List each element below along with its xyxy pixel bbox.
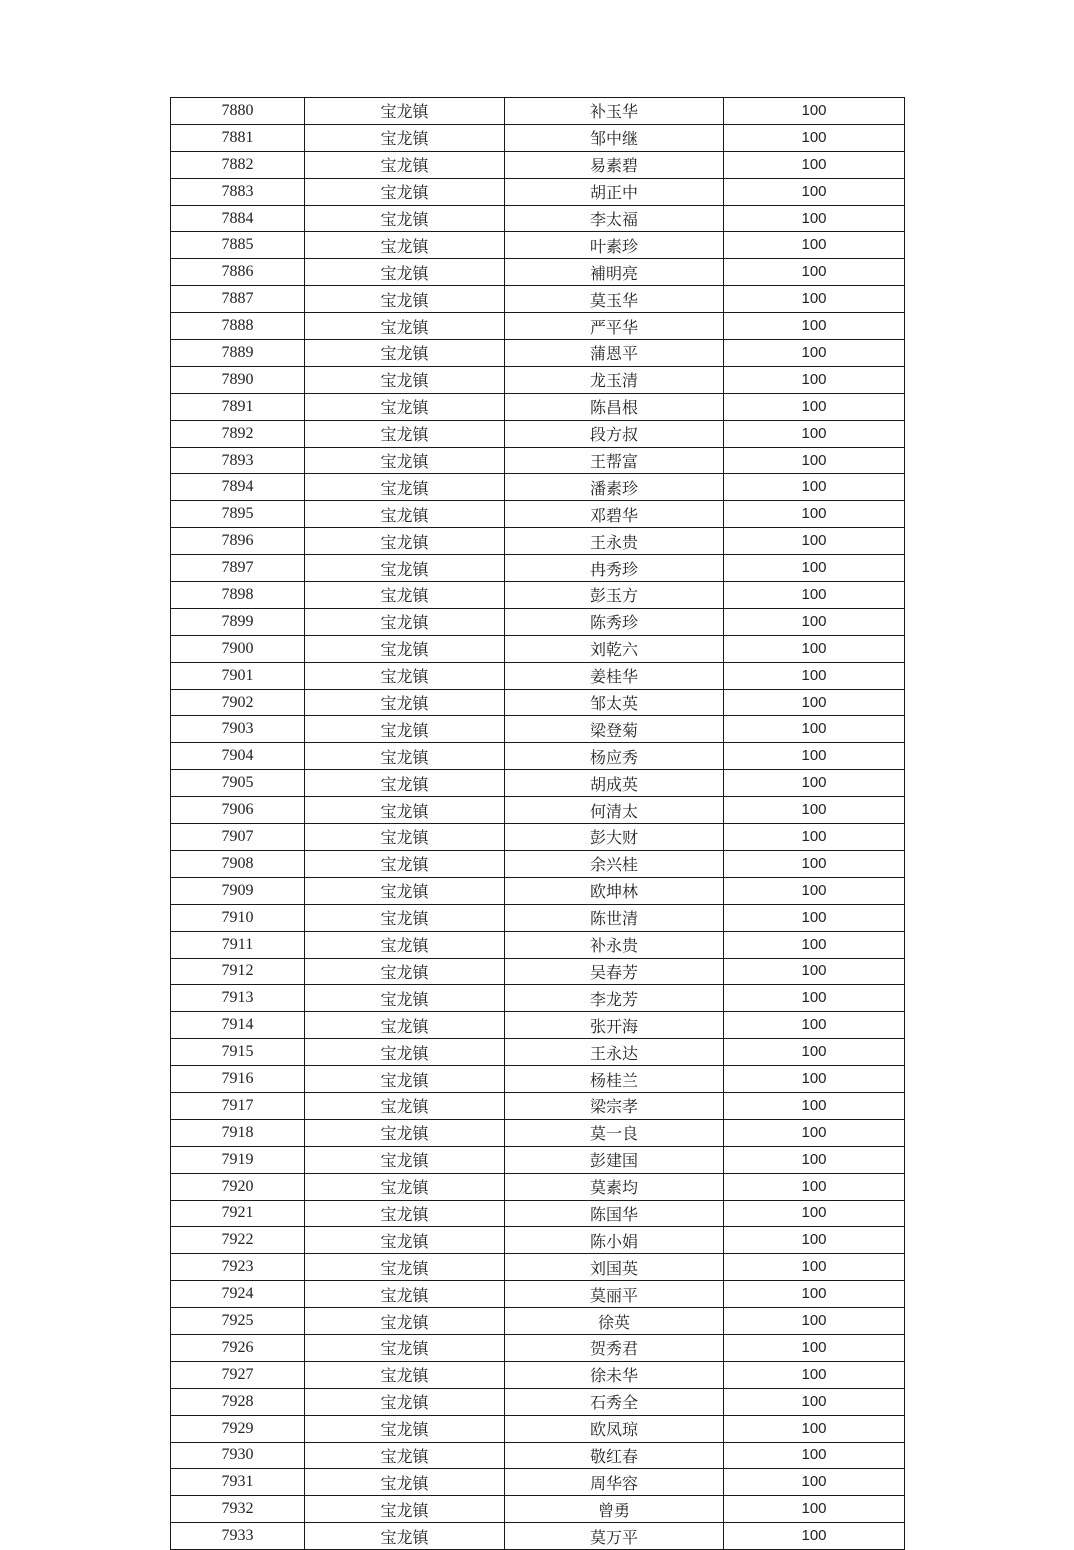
name-cell: 补永贵 <box>505 931 724 958</box>
name-cell: 莫素均 <box>505 1173 724 1200</box>
name-cell: 李太福 <box>505 205 724 232</box>
table-row <box>171 1523 905 1550</box>
name-cell: 周华容 <box>505 1469 724 1496</box>
name-cell: 石秀全 <box>505 1388 724 1415</box>
name-cell: 姜桂华 <box>505 662 724 689</box>
town-cell: 宝龙镇 <box>305 98 505 125</box>
table-row <box>171 850 905 877</box>
table-row <box>171 1200 905 1227</box>
town-cell: 宝龙镇 <box>305 1496 505 1523</box>
serial-number-cell: 7906 <box>171 797 305 824</box>
name-cell: 蒲恩平 <box>505 340 724 367</box>
name-cell: 贺秀君 <box>505 1334 724 1361</box>
serial-number-cell: 7914 <box>171 1012 305 1039</box>
table-row <box>171 1173 905 1200</box>
town-cell: 宝龙镇 <box>305 689 505 716</box>
serial-number-cell: 7915 <box>171 1039 305 1066</box>
table-row <box>171 286 905 313</box>
serial-number-cell: 7920 <box>171 1173 305 1200</box>
table-row <box>171 689 905 716</box>
table-row <box>171 1092 905 1119</box>
amount-cell: 100 <box>724 582 905 609</box>
amount-cell: 100 <box>724 555 905 582</box>
town-cell: 宝龙镇 <box>305 1173 505 1200</box>
amount-cell: 100 <box>724 151 905 178</box>
town-cell: 宝龙镇 <box>305 1334 505 1361</box>
table-row <box>171 1442 905 1469</box>
serial-number-cell: 7884 <box>171 205 305 232</box>
serial-number-cell: 7918 <box>171 1119 305 1146</box>
amount-cell: 100 <box>724 1361 905 1388</box>
serial-number-cell: 7933 <box>171 1523 305 1550</box>
amount-cell: 100 <box>724 743 905 770</box>
name-cell: 张开海 <box>505 1012 724 1039</box>
name-cell: 梁登菊 <box>505 716 724 743</box>
town-cell: 宝龙镇 <box>305 958 505 985</box>
serial-number-cell: 7882 <box>171 151 305 178</box>
town-cell: 宝龙镇 <box>305 555 505 582</box>
table-row <box>171 1361 905 1388</box>
table-row <box>171 1039 905 1066</box>
serial-number-cell: 7917 <box>171 1092 305 1119</box>
serial-number-cell: 7909 <box>171 877 305 904</box>
amount-cell: 100 <box>724 259 905 286</box>
serial-number-cell: 7905 <box>171 770 305 797</box>
town-cell: 宝龙镇 <box>305 474 505 501</box>
town-cell: 宝龙镇 <box>305 151 505 178</box>
serial-number-cell: 7897 <box>171 555 305 582</box>
town-cell: 宝龙镇 <box>305 1066 505 1093</box>
table-row <box>171 98 905 125</box>
serial-number-cell: 7921 <box>171 1200 305 1227</box>
table-row <box>171 770 905 797</box>
town-cell: 宝龙镇 <box>305 770 505 797</box>
amount-cell: 100 <box>724 824 905 851</box>
name-cell: 杨应秀 <box>505 743 724 770</box>
serial-number-cell: 7889 <box>171 340 305 367</box>
serial-number-cell: 7903 <box>171 716 305 743</box>
amount-cell: 100 <box>724 608 905 635</box>
town-cell: 宝龙镇 <box>305 985 505 1012</box>
table-row <box>171 662 905 689</box>
town-cell: 宝龙镇 <box>305 797 505 824</box>
amount-cell: 100 <box>724 1523 905 1550</box>
table-row <box>171 1281 905 1308</box>
table-row <box>171 420 905 447</box>
serial-number-cell: 7890 <box>171 366 305 393</box>
town-cell: 宝龙镇 <box>305 931 505 958</box>
town-cell: 宝龙镇 <box>305 608 505 635</box>
amount-cell: 100 <box>724 770 905 797</box>
serial-number-cell: 7886 <box>171 259 305 286</box>
name-cell: 冉秀珍 <box>505 555 724 582</box>
town-cell: 宝龙镇 <box>305 1469 505 1496</box>
amount-cell: 100 <box>724 1415 905 1442</box>
table-row <box>171 340 905 367</box>
table-row <box>171 1119 905 1146</box>
table-row <box>171 259 905 286</box>
town-cell: 宝龙镇 <box>305 366 505 393</box>
amount-cell: 100 <box>724 1227 905 1254</box>
town-cell: 宝龙镇 <box>305 232 505 259</box>
name-cell: 徐英 <box>505 1308 724 1335</box>
table-row <box>171 1066 905 1093</box>
serial-number-cell: 7923 <box>171 1254 305 1281</box>
town-cell: 宝龙镇 <box>305 743 505 770</box>
name-cell: 余兴桂 <box>505 850 724 877</box>
table-row <box>171 1146 905 1173</box>
town-cell: 宝龙镇 <box>305 824 505 851</box>
amount-cell: 100 <box>724 635 905 662</box>
table-row <box>171 1227 905 1254</box>
name-cell: 段方叔 <box>505 420 724 447</box>
serial-number-cell: 7913 <box>171 985 305 1012</box>
name-cell: 杨桂兰 <box>505 1066 724 1093</box>
table-row <box>171 1012 905 1039</box>
serial-number-cell: 7887 <box>171 286 305 313</box>
serial-number-cell: 7894 <box>171 474 305 501</box>
name-cell: 欧坤林 <box>505 877 724 904</box>
town-cell: 宝龙镇 <box>305 1146 505 1173</box>
serial-number-cell: 7883 <box>171 178 305 205</box>
name-cell: 胡成英 <box>505 770 724 797</box>
table-row <box>171 958 905 985</box>
name-cell: 彭玉方 <box>505 582 724 609</box>
serial-number-cell: 7919 <box>171 1146 305 1173</box>
table-row <box>171 608 905 635</box>
table-row <box>171 1308 905 1335</box>
name-cell: 曾勇 <box>505 1496 724 1523</box>
serial-number-cell: 7896 <box>171 528 305 555</box>
table-row <box>171 635 905 662</box>
table-row <box>171 501 905 528</box>
town-cell: 宝龙镇 <box>305 1012 505 1039</box>
town-cell: 宝龙镇 <box>305 1388 505 1415</box>
town-cell: 宝龙镇 <box>305 1281 505 1308</box>
serial-number-cell: 7916 <box>171 1066 305 1093</box>
serial-number-cell: 7901 <box>171 662 305 689</box>
name-cell: 李龙芳 <box>505 985 724 1012</box>
amount-cell: 100 <box>724 366 905 393</box>
table-row <box>171 716 905 743</box>
serial-number-cell: 7912 <box>171 958 305 985</box>
table-row <box>171 1388 905 1415</box>
amount-cell: 100 <box>724 931 905 958</box>
town-cell: 宝龙镇 <box>305 850 505 877</box>
amount-cell: 100 <box>724 1281 905 1308</box>
amount-cell: 100 <box>724 1039 905 1066</box>
serial-number-cell: 7928 <box>171 1388 305 1415</box>
name-cell: 邹中继 <box>505 124 724 151</box>
serial-number-cell: 7893 <box>171 447 305 474</box>
amount-cell: 100 <box>724 1092 905 1119</box>
amount-cell: 100 <box>724 1388 905 1415</box>
name-cell: 何清太 <box>505 797 724 824</box>
serial-number-cell: 7910 <box>171 904 305 931</box>
table-row <box>171 178 905 205</box>
town-cell: 宝龙镇 <box>305 528 505 555</box>
amount-cell: 100 <box>724 1334 905 1361</box>
serial-number-cell: 7898 <box>171 582 305 609</box>
town-cell: 宝龙镇 <box>305 313 505 340</box>
amount-cell: 100 <box>724 501 905 528</box>
name-cell: 陈秀珍 <box>505 608 724 635</box>
serial-number-cell: 7930 <box>171 1442 305 1469</box>
serial-number-cell: 7926 <box>171 1334 305 1361</box>
town-cell: 宝龙镇 <box>305 635 505 662</box>
table-row <box>171 151 905 178</box>
table-row <box>171 985 905 1012</box>
name-cell: 莫玉华 <box>505 286 724 313</box>
amount-cell: 100 <box>724 447 905 474</box>
town-cell: 宝龙镇 <box>305 716 505 743</box>
amount-cell: 100 <box>724 904 905 931</box>
town-cell: 宝龙镇 <box>305 1442 505 1469</box>
serial-number-cell: 7911 <box>171 931 305 958</box>
name-cell: 徐未华 <box>505 1361 724 1388</box>
serial-number-cell: 7924 <box>171 1281 305 1308</box>
serial-number-cell: 7902 <box>171 689 305 716</box>
town-cell: 宝龙镇 <box>305 393 505 420</box>
town-cell: 宝龙镇 <box>305 259 505 286</box>
table-row <box>171 393 905 420</box>
table-row <box>171 1254 905 1281</box>
amount-cell: 100 <box>724 1173 905 1200</box>
table-row <box>171 474 905 501</box>
amount-cell: 100 <box>724 1496 905 1523</box>
name-cell: 王永达 <box>505 1039 724 1066</box>
name-cell: 王永贵 <box>505 528 724 555</box>
amount-cell: 100 <box>724 877 905 904</box>
town-cell: 宝龙镇 <box>305 1254 505 1281</box>
amount-cell: 100 <box>724 313 905 340</box>
serial-number-cell: 7904 <box>171 743 305 770</box>
town-cell: 宝龙镇 <box>305 1039 505 1066</box>
town-cell: 宝龙镇 <box>305 582 505 609</box>
town-cell: 宝龙镇 <box>305 1200 505 1227</box>
amount-cell: 100 <box>724 340 905 367</box>
table-row <box>171 1415 905 1442</box>
serial-number-cell: 7929 <box>171 1415 305 1442</box>
table-row <box>171 447 905 474</box>
table-row <box>171 1334 905 1361</box>
serial-number-cell: 7925 <box>171 1308 305 1335</box>
name-cell: 叶素珍 <box>505 232 724 259</box>
town-cell: 宝龙镇 <box>305 501 505 528</box>
serial-number-cell: 7932 <box>171 1496 305 1523</box>
serial-number-cell: 7888 <box>171 313 305 340</box>
town-cell: 宝龙镇 <box>305 662 505 689</box>
serial-number-cell: 7922 <box>171 1227 305 1254</box>
table-row <box>171 1469 905 1496</box>
amount-cell: 100 <box>724 850 905 877</box>
table-row <box>171 931 905 958</box>
amount-cell: 100 <box>724 528 905 555</box>
amount-cell: 100 <box>724 286 905 313</box>
serial-number-cell: 7908 <box>171 850 305 877</box>
name-cell: 邹太英 <box>505 689 724 716</box>
amount-cell: 100 <box>724 1308 905 1335</box>
serial-number-cell: 7895 <box>171 501 305 528</box>
name-cell: 彭大财 <box>505 824 724 851</box>
table-row <box>171 743 905 770</box>
town-cell: 宝龙镇 <box>305 420 505 447</box>
town-cell: 宝龙镇 <box>305 1415 505 1442</box>
amount-cell: 100 <box>724 98 905 125</box>
name-cell: 龙玉清 <box>505 366 724 393</box>
town-cell: 宝龙镇 <box>305 286 505 313</box>
town-cell: 宝龙镇 <box>305 178 505 205</box>
town-cell: 宝龙镇 <box>305 1227 505 1254</box>
roster-table-body <box>171 98 905 1550</box>
serial-number-cell: 7899 <box>171 608 305 635</box>
name-cell: 梁宗孝 <box>505 1092 724 1119</box>
town-cell: 宝龙镇 <box>305 340 505 367</box>
amount-cell: 100 <box>724 393 905 420</box>
roster-table <box>170 97 905 1550</box>
serial-number-cell: 7880 <box>171 98 305 125</box>
amount-cell: 100 <box>724 232 905 259</box>
serial-number-cell: 7900 <box>171 635 305 662</box>
amount-cell: 100 <box>724 797 905 824</box>
town-cell: 宝龙镇 <box>305 877 505 904</box>
town-cell: 宝龙镇 <box>305 447 505 474</box>
amount-cell: 100 <box>724 1012 905 1039</box>
amount-cell: 100 <box>724 420 905 447</box>
amount-cell: 100 <box>724 958 905 985</box>
table-row <box>171 232 905 259</box>
serial-number-cell: 7891 <box>171 393 305 420</box>
table-row <box>171 124 905 151</box>
name-cell: 易素碧 <box>505 151 724 178</box>
name-cell: 胡正中 <box>505 178 724 205</box>
name-cell: 補明亮 <box>505 259 724 286</box>
name-cell: 刘国英 <box>505 1254 724 1281</box>
town-cell: 宝龙镇 <box>305 1308 505 1335</box>
town-cell: 宝龙镇 <box>305 1361 505 1388</box>
table-row <box>171 582 905 609</box>
amount-cell: 100 <box>724 662 905 689</box>
table-row <box>171 205 905 232</box>
amount-cell: 100 <box>724 178 905 205</box>
town-cell: 宝龙镇 <box>305 205 505 232</box>
serial-number-cell: 7931 <box>171 1469 305 1496</box>
town-cell: 宝龙镇 <box>305 1119 505 1146</box>
amount-cell: 100 <box>724 474 905 501</box>
name-cell: 敬红春 <box>505 1442 724 1469</box>
table-row <box>171 797 905 824</box>
amount-cell: 100 <box>724 1254 905 1281</box>
amount-cell: 100 <box>724 985 905 1012</box>
amount-cell: 100 <box>724 1469 905 1496</box>
amount-cell: 100 <box>724 1442 905 1469</box>
table-row <box>171 555 905 582</box>
table-row <box>171 877 905 904</box>
name-cell: 陈小娟 <box>505 1227 724 1254</box>
town-cell: 宝龙镇 <box>305 1092 505 1119</box>
name-cell: 莫丽平 <box>505 1281 724 1308</box>
name-cell: 王帮富 <box>505 447 724 474</box>
table-row <box>171 1496 905 1523</box>
name-cell: 吴春芳 <box>505 958 724 985</box>
name-cell: 欧凤琼 <box>505 1415 724 1442</box>
name-cell: 补玉华 <box>505 98 724 125</box>
town-cell: 宝龙镇 <box>305 904 505 931</box>
name-cell: 潘素珍 <box>505 474 724 501</box>
name-cell: 莫万平 <box>505 1523 724 1550</box>
table-row <box>171 824 905 851</box>
amount-cell: 100 <box>724 716 905 743</box>
serial-number-cell: 7907 <box>171 824 305 851</box>
table-row <box>171 313 905 340</box>
name-cell: 严平华 <box>505 313 724 340</box>
serial-number-cell: 7885 <box>171 232 305 259</box>
amount-cell: 100 <box>724 124 905 151</box>
name-cell: 刘乾六 <box>505 635 724 662</box>
name-cell: 陈国华 <box>505 1200 724 1227</box>
amount-cell: 100 <box>724 205 905 232</box>
name-cell: 陈世清 <box>505 904 724 931</box>
table-row <box>171 528 905 555</box>
town-cell: 宝龙镇 <box>305 1523 505 1550</box>
serial-number-cell: 7881 <box>171 124 305 151</box>
amount-cell: 100 <box>724 689 905 716</box>
name-cell: 莫一良 <box>505 1119 724 1146</box>
amount-cell: 100 <box>724 1200 905 1227</box>
table-row <box>171 366 905 393</box>
name-cell: 邓碧华 <box>505 501 724 528</box>
amount-cell: 100 <box>724 1066 905 1093</box>
amount-cell: 100 <box>724 1119 905 1146</box>
town-cell: 宝龙镇 <box>305 124 505 151</box>
name-cell: 陈昌根 <box>505 393 724 420</box>
serial-number-cell: 7927 <box>171 1361 305 1388</box>
table-row <box>171 904 905 931</box>
amount-cell: 100 <box>724 1146 905 1173</box>
name-cell: 彭建国 <box>505 1146 724 1173</box>
serial-number-cell: 7892 <box>171 420 305 447</box>
